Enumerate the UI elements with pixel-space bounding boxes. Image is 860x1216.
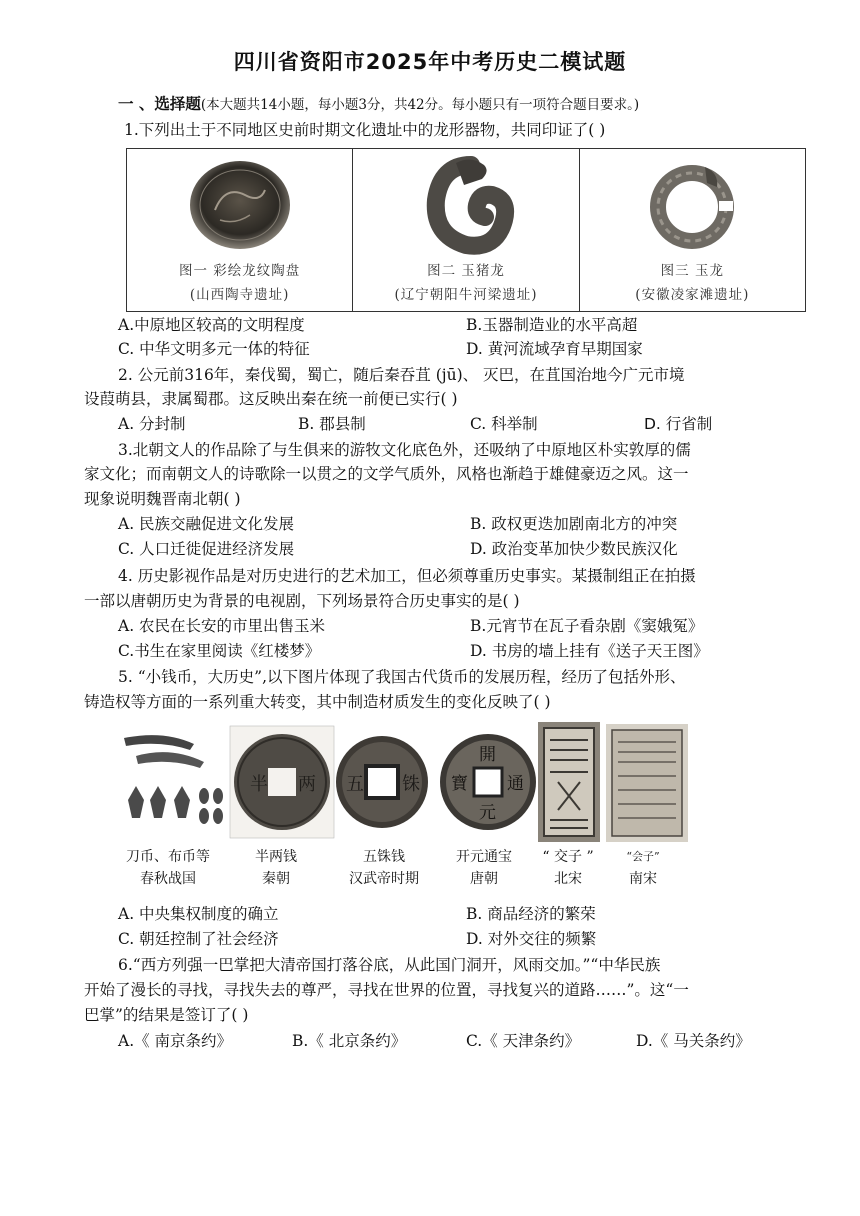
coin-1-name: 刀币、布币等 — [126, 849, 210, 865]
q5-option-c[interactable]: C. 朝廷控制了社会经济 — [118, 930, 279, 948]
coin-3-era: 汉武帝时期 — [349, 871, 419, 887]
q4-stem-line-1: 4. 历史影视作品是对历史进行的艺术加工，但必须尊重历史事实。某摄制组正在拍摄 — [118, 567, 696, 585]
q3-stem-line-1: 3.北朝文人的作品除了与生俱来的游牧文化底色外，还吸纳了中原地区朴实敦厚的儒 — [118, 441, 691, 459]
q2-option-c[interactable]: C. 科举制 — [470, 415, 538, 433]
q4-option-b[interactable]: B.元宵节在瓦子看杂剧《窦娥冤》 — [470, 617, 704, 635]
coin-5-name: “ 交子 ” — [542, 849, 594, 865]
q1-option-a[interactable]: A.中原地区较高的文明程度 — [118, 316, 305, 334]
coin-caption-1 — [112, 846, 224, 890]
huizi-note-image — [606, 724, 688, 842]
q4-stem-line-2: 一部以唐朝历史为背景的电视剧，下列场景符合历史事实的是( ) — [84, 592, 520, 610]
knife-spade-coin-image — [124, 735, 223, 824]
coin-6-name: “会子” — [626, 850, 660, 863]
q6-option-a[interactable]: A.《 南京条约》 — [118, 1032, 233, 1050]
q2-option-d[interactable]: D. 行省制 — [644, 415, 713, 433]
banliang-glyph-1: 半 — [250, 774, 268, 795]
section-heading: 一 、选择题 — [118, 94, 201, 113]
q6-option-c[interactable]: C.《 天津条约》 — [466, 1032, 581, 1050]
jade-dragon-image — [637, 155, 747, 255]
coin-4-name: 开元通宝 — [456, 849, 512, 865]
q1-figure-2 — [353, 149, 579, 311]
coin-1-era: 春秋战国 — [140, 871, 196, 887]
q1-option-d[interactable]: D. 黄河流域孕育早期国家 — [466, 340, 643, 358]
q3-option-c[interactable]: C. 人口迁徙促进经济发展 — [118, 540, 295, 558]
kaiyuan-coin-image — [440, 734, 536, 830]
q2-option-a[interactable]: A. 分封制 — [118, 415, 186, 433]
coin-2-name: 半两钱 — [255, 849, 297, 865]
wuzhu-coin-image — [336, 736, 428, 828]
q1-figure-1 — [127, 149, 353, 311]
banliang-glyph-2: 两 — [298, 774, 316, 795]
q3-option-b[interactable]: B. 政权更迭加剧南北方的冲突 — [470, 515, 678, 533]
jade-pig-dragon-image — [411, 155, 521, 255]
coin-2-era: 秦朝 — [262, 871, 290, 887]
q6-stem-line-1: 6.“西方列强一巴掌把大清帝国打落谷底，从此国门洞开，风雨交加。”“中华民族 — [118, 956, 661, 974]
wuzhu-glyph-2: 铢 — [402, 774, 420, 795]
kaiyuan-glyph-right: 通 — [507, 774, 524, 794]
coin-4-era: 唐朝 — [470, 871, 498, 887]
q6-option-d[interactable]: D.《 马关条约》 — [636, 1032, 751, 1050]
q2-option-b[interactable]: B. 郡县制 — [298, 415, 366, 433]
q1-option-c[interactable]: C. 中华文明多元一体的特征 — [118, 340, 310, 358]
q4-option-a[interactable]: A. 农民在长安的市里出售玉米 — [118, 617, 326, 635]
q6-stem-line-2: 开始了漫长的寻找，寻找失去的尊严，寻找在世界的位置，寻找复兴的道路……”。这“一 — [84, 981, 689, 999]
q1-figure-3 — [580, 149, 805, 311]
q3-stem-line-2: 家文化；而南朝文人的诗歌除一以贯之的文学气质外，风格也渐趋于雄健豪迈之风。这一 — [84, 465, 689, 483]
q5-option-a[interactable]: A. 中央集权制度的确立 — [118, 905, 279, 923]
q3-stem-line-3: 现象说明魏晋南北朝( ) — [84, 490, 241, 508]
q4-option-c[interactable]: C.书生在家里阅读《红楼梦》 — [118, 642, 321, 660]
q1-stem: 1.下列出土于不同地区史前时期文化遗址中的龙形器物，共同印证了( ) — [124, 121, 606, 139]
q3-option-a[interactable]: A. 民族交融促进文化发展 — [118, 515, 295, 533]
q6-option-b[interactable]: B.《 北京条约》 — [292, 1032, 407, 1050]
kaiyuan-glyph-left: 寶 — [451, 774, 468, 794]
section-header — [118, 94, 639, 115]
figure-1-caption: 图一 彩绘龙纹陶盘 — [179, 263, 301, 279]
q1-figure-table — [126, 148, 806, 312]
q5-stem-line-1: 5. “小钱币，大历史”,以下图片体现了我国古代货币的发展历程，经历了包括外形、 — [118, 668, 686, 686]
kaiyuan-glyph-top: 開 — [479, 745, 496, 765]
q3-option-d[interactable]: D. 政治变革加快少数民族汉化 — [470, 540, 678, 558]
figure-3-site: (安徽凌家滩遗址) — [635, 287, 750, 303]
figure-1-site: (山西陶寺遗址) — [189, 287, 290, 303]
q2-stem-line-1: 2. 公元前316年，秦伐蜀，蜀亡，随后秦吞苴 (jū)、 灭巴，在苴国治地今广元市境 — [118, 366, 685, 384]
figure-3-caption: 图三 玉龙 — [660, 263, 724, 279]
jiaozi-note-image — [538, 722, 600, 842]
coin-caption-2 — [236, 846, 316, 890]
painted-dragon-plate-image — [185, 155, 295, 255]
q2-stem-line-2: 设葭萌县，隶属蜀郡。这反映出秦在统一前便已实行( ) — [84, 390, 458, 408]
banliang-coin-image — [230, 726, 334, 838]
q6-stem-line-3: 巴掌”的结果是签订了( ) — [84, 1006, 249, 1024]
section-note: (本大题共14小题，每小题3分，共42分。每小题只有一项符合题目要求。) — [200, 97, 640, 113]
figure-2-caption: 图二 玉猪龙 — [427, 263, 505, 279]
coin-6-era: 南宋 — [629, 871, 657, 887]
q1-option-b[interactable]: B.玉器制造业的水平高超 — [466, 316, 638, 334]
q4-option-d[interactable]: D. 书房的墙上挂有《送子天王图》 — [470, 642, 709, 660]
page-title: 四川省资阳市2025年中考历史二模试题 — [233, 50, 627, 74]
q5-option-b[interactable]: B. 商品经济的繁荣 — [466, 905, 596, 923]
wuzhu-glyph-1: 五 — [346, 774, 364, 795]
q5-option-d[interactable]: D. 对外交往的频繁 — [466, 930, 597, 948]
ancient-currency-images — [118, 720, 698, 845]
q5-stem-line-2: 铸造权等方面的一系列重大转变，其中制造材质发生的变化反映了( ) — [84, 693, 551, 711]
coin-5-era: 北宋 — [554, 871, 582, 887]
coin-3-name: 五铢钱 — [363, 849, 405, 865]
figure-2-site: (辽宁朝阳牛河梁遗址) — [394, 287, 538, 303]
kaiyuan-glyph-bottom: 元 — [479, 803, 496, 823]
coin-caption-6 — [608, 846, 678, 890]
coin-caption-3 — [334, 846, 434, 890]
coin-caption-5 — [530, 846, 606, 890]
coin-caption-4 — [444, 846, 524, 890]
